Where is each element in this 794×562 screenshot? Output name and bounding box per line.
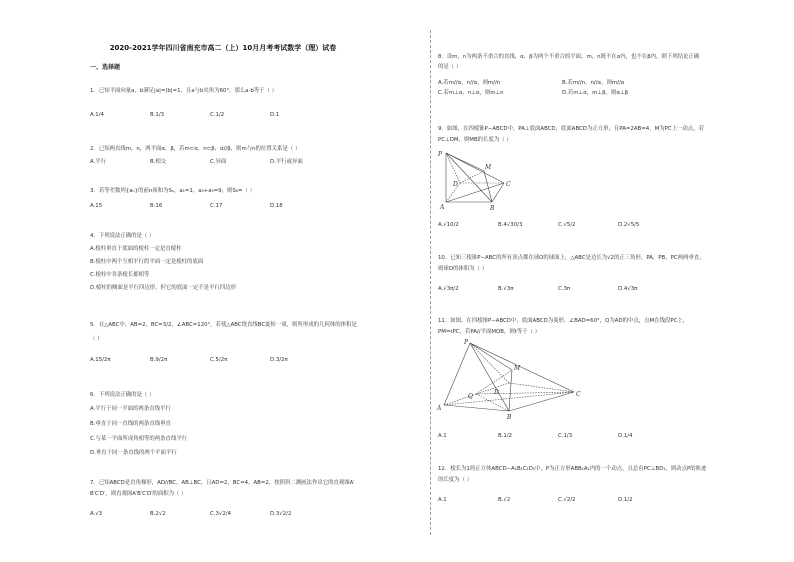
- fig11-label-q: Q: [468, 393, 473, 400]
- question-8-option-a: A.若m//α，n//α，则m//n: [438, 80, 501, 86]
- question-5-stem-cont: （ ）: [90, 336, 103, 342]
- question-10-stem: 10．已知三棱锥P−ABC的所有顶点都在球O的球面上，△ABC是边长为√2的正三角形，PA，PB，PC两两垂直，: [438, 255, 705, 261]
- question-9-option-c: C.√5/2: [558, 222, 576, 228]
- question-11-stem: 11．如图，在四棱锥P−ABCD中，底面ABCD为菱形，∠BAD=60°，Q为AD的中点，点M在线段PC上，: [438, 318, 689, 324]
- question-10-option-a: A.√3π/2: [438, 286, 459, 292]
- question-7-stem-cont: B′C′D′，则直观图A′B′C′D′的面积为（ ）: [90, 491, 187, 497]
- question-8-option-d: D.若m⊥α，m⊥β，则α⊥β: [562, 90, 629, 96]
- exam-title: 2020-2021学年四川省南充市高二（上）10月月考考试数学（理）试卷: [109, 44, 337, 52]
- figure-pyramid-pabcd-rhombus: [434, 338, 584, 420]
- question-9-option-b: B.4√30/3: [498, 222, 523, 228]
- question-11-option-c: C.1/3: [558, 433, 573, 439]
- fig11-label-p: P: [464, 339, 469, 346]
- question-5-stem: 5．在△ABC中，AB=2，BC=3/2，∠ABC=120°，若使△ABC绕直线BC旋转一周，则所形成的几何体的体积是: [90, 322, 357, 328]
- question-12-option-c: C.√2/2: [558, 497, 576, 503]
- question-1-option-d: D.1: [270, 112, 280, 118]
- question-1-stem: 1．已知平面向量a，b满足|a|=|b|=1，且a与b夹角为60°，那么a·b等于（ ）: [90, 88, 278, 94]
- question-11-option-d: D.1/4: [618, 433, 633, 439]
- question-3-option-c: C.17: [210, 203, 223, 209]
- question-10-option-d: D.4√3π: [618, 286, 638, 292]
- question-5-option-d: D.3/2π: [270, 357, 288, 363]
- question-10-option-c: C.3π: [558, 286, 571, 292]
- question-10-option-b: B.√3π: [498, 286, 514, 292]
- question-4-option-c: C.棱柱中各条棱长都相等: [90, 272, 150, 278]
- question-4-option-b: B.棱柱中两个互相平行的平面一定是棱柱的底面: [90, 259, 204, 265]
- question-3-stem: 3．若等差数列{aₙ}的前n项和为Sₙ，a₁=1，a₃+a₉=9，则S₆=（ ）: [90, 188, 255, 194]
- question-9-stem-cont: PC⊥DM，则MB的长度为（ ）: [438, 137, 512, 143]
- question-2-option-c: C.异面: [210, 159, 227, 165]
- question-6-option-b: B.垂直于同一直线的两条直线垂直: [90, 421, 171, 427]
- fig11-label-a: A: [437, 405, 442, 412]
- question-11-option-a: A.1: [438, 433, 447, 439]
- question-4-stem: 4．下列说法正确的是（ ）: [90, 233, 155, 239]
- question-2-stem: 2．已知两直线m，n，两平面α，β，若m⊂α，n⊂β，α//β，则m与n的位置关系是（ ）: [90, 146, 301, 152]
- question-8-option-b: B.若m//n，n//α，则m//α: [562, 80, 625, 86]
- question-4-option-d: D.棱柱的侧面是平行四边形，但它的底面一定不是平行四边形: [90, 285, 237, 291]
- question-11-option-b: B.1/2: [498, 433, 513, 439]
- fig9-label-p: P: [438, 151, 443, 158]
- question-8-stem: 8．设m，n为两条不重合的直线，α，β为两个不重合的平面，m，n既不在α内，也不在β内，则下列结论正确: [438, 54, 700, 60]
- fig9-label-b: B: [490, 205, 495, 212]
- question-4-option-a: A.棱柱垂直于底面的棱柱一定是直棱柱: [90, 246, 182, 252]
- fig11-label-b: B: [507, 414, 512, 420]
- question-7-option-c: C.3√2/4: [210, 511, 232, 517]
- section-heading: 一、选择题: [90, 64, 121, 71]
- question-9-option-a: A.√10/2: [438, 222, 459, 228]
- question-6-option-d: D.垂直于同一条直线的两个平面平行: [90, 450, 177, 456]
- question-1-option-a: A.1/4: [90, 112, 104, 118]
- question-7-stem: 7．已知ABCD是直角梯形，AD//BC，AB⊥BC，且AD=2，BC=4，AB=2，按照斜二测画法作出它的直观图A′: [90, 480, 355, 486]
- fig11-label-c: C: [576, 391, 581, 398]
- question-10-stem-cont: 则球O的体积为（ ）: [438, 266, 488, 272]
- question-8-option-c: C.若m⊥α，n⊥α，则m⊥n: [438, 90, 504, 96]
- question-5-option-c: C.5/2π: [210, 357, 228, 363]
- question-2-option-d: D.平行或异面: [270, 159, 303, 165]
- question-6-option-c: C.与某一平面所成角相等的两条直线平行: [90, 436, 188, 442]
- fig9-label-c: C: [506, 181, 511, 188]
- question-7-option-a: A.√3: [90, 511, 103, 517]
- question-8-stem-cont: 的是（ ）: [438, 64, 462, 70]
- figure-pyramid-pabcd: [434, 147, 524, 213]
- question-11-stem-cont: PM=tPC，若PA//平面MQB，则t等于（ ）: [438, 329, 541, 335]
- question-9-stem: 9．如图，在四棱锥P−ABCD中，PA⊥底面ABCD，底面ABCD为正方形，且PA=2AB=4，M为PC上一动点，若: [438, 126, 704, 132]
- fig11-label-d: D: [494, 389, 499, 396]
- question-3-option-d: D.18: [270, 203, 283, 209]
- fig9-label-m: M: [485, 164, 492, 171]
- fig9-label-a: A: [440, 204, 445, 211]
- question-3-option-a: A.15: [90, 203, 103, 209]
- question-6-stem: 6．下列说法正确的是（ ）: [90, 392, 155, 398]
- question-7-option-b: B.2√2: [150, 511, 166, 517]
- question-2-option-a: A.平行: [90, 159, 107, 165]
- question-12-stem-cont: 的长度为（ ）: [438, 477, 473, 483]
- question-7-option-d: D.3√2/2: [270, 511, 292, 517]
- question-5-option-a: A.15/2π: [90, 357, 111, 363]
- question-6-option-a: A.平行于同一平面的两条直线平行: [90, 406, 171, 412]
- question-1-option-c: C.1/2: [210, 112, 225, 118]
- question-12-option-b: B.√2: [498, 497, 511, 503]
- question-12-option-d: D.1/2: [618, 497, 633, 503]
- question-12-option-a: A.1: [438, 497, 447, 503]
- question-12-stem: 12．棱长为1的正方体ABCD−A₁B₁C₁D₁中，P为正方形ABB₁A₁内的一个动点，且总有PC⊥BD₁，则动点P的轨迹: [438, 466, 707, 472]
- question-3-option-b: B.16: [150, 203, 163, 209]
- question-2-option-b: B.相交: [150, 159, 167, 165]
- question-5-option-b: B.9/2π: [150, 357, 168, 363]
- column-divider: [430, 30, 431, 535]
- fig9-label-d: D: [453, 181, 458, 188]
- question-9-option-d: D.2√5/5: [618, 222, 640, 228]
- question-1-option-b: B.1/3: [150, 112, 165, 118]
- fig11-label-m: M: [514, 365, 521, 372]
- right-column: [434, 0, 794, 562]
